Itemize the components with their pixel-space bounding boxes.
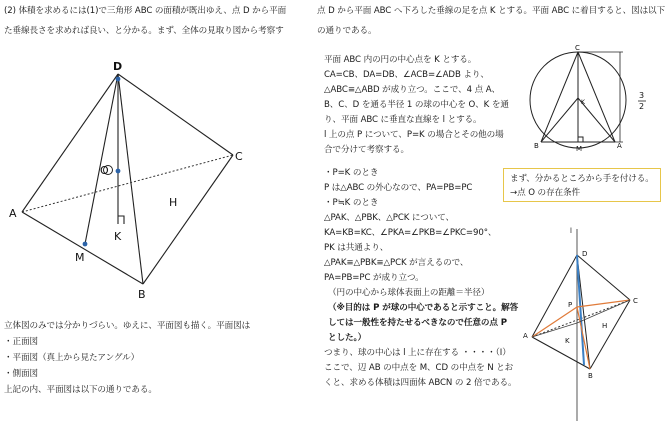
tetrahedron-figure — [0, 0, 300, 310]
note-line-1: まず、分かるところから手を付ける。 — [510, 174, 654, 184]
edge-DM — [85, 74, 118, 244]
label-A2: A — [617, 142, 622, 150]
edge-AB — [22, 212, 143, 284]
circumcircle-figure — [520, 44, 670, 164]
right-para1-line-7: 合で分けて考察する。 — [324, 145, 409, 155]
radius-KB — [541, 98, 578, 142]
label-B2: B — [534, 142, 539, 150]
left-bottom-line-4: ・側面図 — [4, 369, 38, 379]
right-bold-line-3: とした。） — [328, 333, 367, 343]
label-H3: H — [602, 322, 608, 330]
edge-AB-2 — [532, 337, 590, 369]
edge-CB — [143, 155, 233, 284]
right-para1-line-1: 平面 ABC 内の円の中心点を K とする。 — [324, 55, 477, 65]
left-bottom-line-1: 立体図のみでは分かりづらい。ゆえに、平面図も描く。平面図は — [4, 321, 251, 331]
right-bold-line-2: しては一般性を持たせるべきなので任意の点 P — [328, 318, 507, 328]
label-K: K — [114, 230, 122, 243]
right-para3-line-3: くと、求める体積は四面体 ABCN の 2 倍である。 — [324, 378, 517, 388]
edge-DA — [22, 74, 118, 212]
right-bold-line-1: （※目的は P が球の中心であると示すこと。解答 — [328, 303, 519, 313]
right-para1-line-3: △ABC≡△ABD が成り立つ。ここで、4 点 A、 — [324, 85, 500, 95]
note-box — [503, 168, 661, 202]
label-B: B — [138, 288, 146, 301]
side-CB — [541, 52, 578, 142]
label-H: H — [169, 196, 178, 209]
right-para1-line-6: l 上の点 P について、P=K の場合とその他の場 — [324, 130, 504, 140]
edge-DC — [118, 74, 233, 155]
label-D: D — [113, 60, 123, 73]
right-text-line-2: の通りである。 — [317, 26, 377, 36]
right-angle-M — [578, 137, 583, 142]
right-para2-line-9: （円の中心から球体表面上の距離＝半径） — [328, 288, 490, 298]
right-para2-line-8: PA=PB=PC が成り立つ。 — [324, 273, 424, 283]
label-D3: D — [582, 250, 588, 258]
right-text-line-1: 点 D から平面 ABC へ下ろした垂線の足を点 K とする。平面 ABC に着目すると、図は以下 — [317, 6, 666, 16]
point-D — [116, 77, 121, 82]
right-para2-line-6: PK は共通より、 — [324, 243, 389, 253]
left-bottom-line-2: ・正面図 — [4, 337, 38, 347]
label-K3: K — [565, 337, 570, 345]
right-para2-line-5: KA=KB=KC、∠PKA=∠PKB=∠PKC=90°、 — [324, 228, 497, 238]
label-M2: M — [576, 145, 583, 153]
edge-DB — [118, 74, 143, 284]
label-B3: B — [588, 372, 593, 380]
right-para2-line-3: ・P≒K のとき — [324, 198, 379, 208]
note-line-2: →点 O の存在条件 — [510, 188, 580, 198]
label-M: M — [75, 251, 85, 264]
frac-numerator: 3 — [639, 91, 645, 100]
right-para2-line-4: △PAK、△PBK、△PCK について、 — [324, 213, 455, 223]
left-text-line-2: た垂線長さを求めれば良い、と分かる。まず、全体の見取り図から考察す — [4, 26, 284, 36]
right-para3-line-2: ここで、辺 AB の中点を M、CD の中点を N とお — [324, 363, 514, 373]
label-P3: P — [568, 301, 573, 309]
edge-AC-hidden — [22, 155, 233, 212]
edge-DC-2 — [577, 255, 630, 300]
right-para2-line-1: ・P=K のとき — [324, 168, 379, 178]
point-M — [83, 242, 88, 247]
left-bottom-line-3: ・平面図（真上から見たアングル） — [4, 353, 140, 363]
label-K2: K — [581, 99, 585, 106]
edge-CB-2 — [590, 300, 630, 369]
right-para1-line-5: り、平面 ABC に垂直な直線を l とする。 — [324, 115, 482, 125]
right-angle-mark — [118, 216, 124, 224]
label-C3: C — [633, 297, 638, 305]
right-para1-line-2: CA=CB、DA=DB、∠ACB=∠ADB より、 — [324, 70, 489, 80]
label-A3: A — [523, 332, 528, 340]
right-para3-line-1: つまり、球の中心は l 上に存在する ・・・・（I） — [324, 348, 511, 358]
segment-PA — [532, 307, 577, 337]
label-C2: C — [575, 44, 580, 52]
label-l: l — [570, 227, 572, 235]
left-bottom-line-5: 上記の内、平面図は以下の通りである。 — [4, 385, 157, 395]
label-O: O — [100, 164, 109, 177]
left-text-line-1: (2) 体積を求めるには(1)で三角形 ABC の面積が既出ゆえ、点 D から平面 — [4, 6, 287, 16]
frac-denominator: 2 — [639, 102, 645, 111]
right-para1-line-4: B、C、D を通る半径 1 の球の中心を O、K を通 — [324, 100, 509, 110]
label-C: C — [235, 150, 243, 163]
point-O — [116, 169, 121, 174]
side-CA — [578, 52, 615, 142]
tetrahedron-l-figure — [510, 225, 670, 425]
right-para2-line-7: △PAK≡△PBK≡△PCK が言えるので、 — [324, 258, 469, 268]
right-para2-line-2: P は△ABC の外心なので、PA=PB=PC — [324, 183, 473, 193]
label-A: A — [9, 207, 17, 220]
